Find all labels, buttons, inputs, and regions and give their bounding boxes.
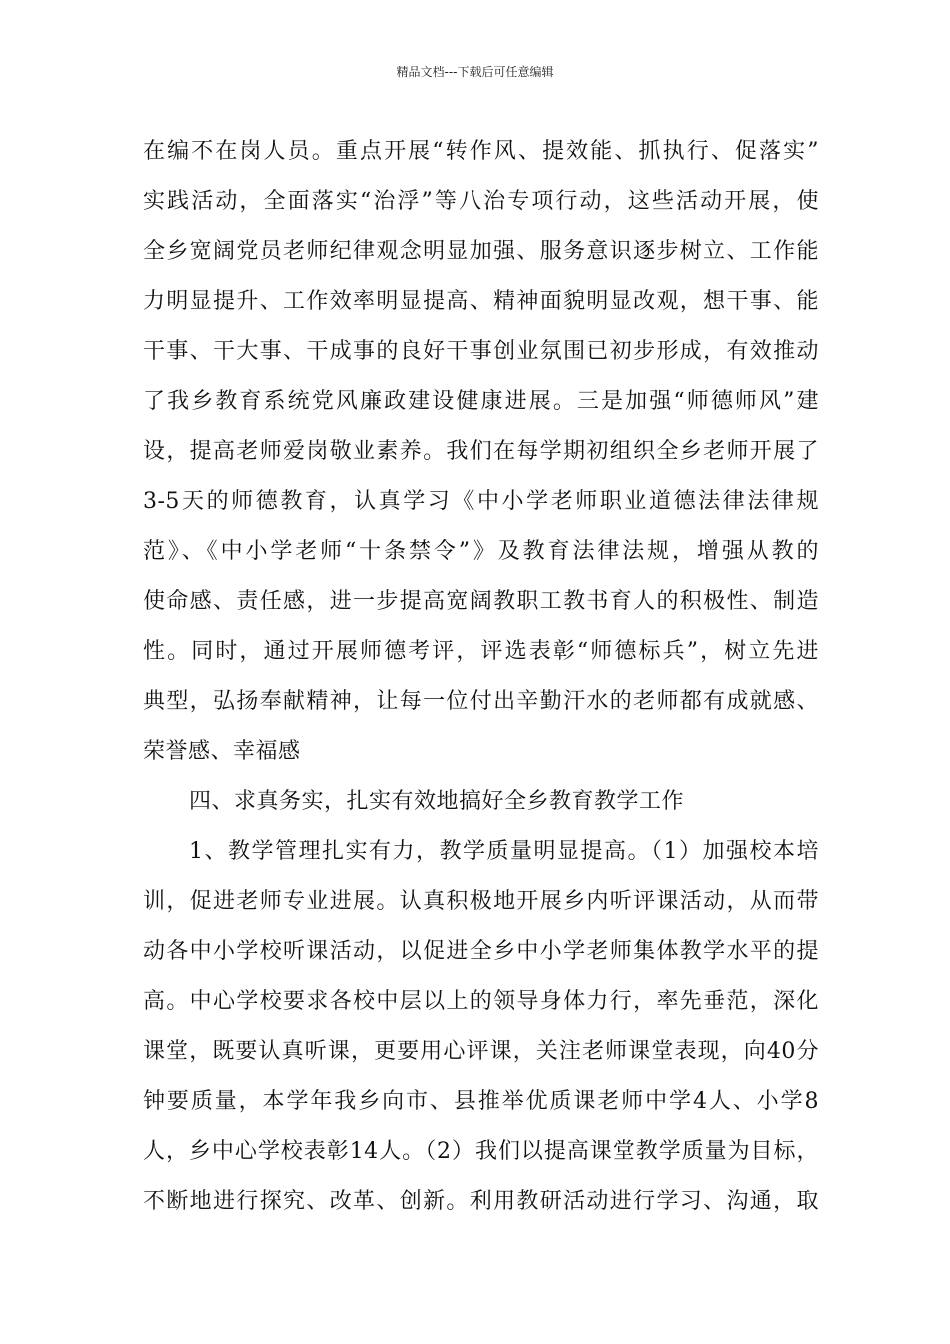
paragraph-line: 性。同时，通过开展师德考评，评选表彰“师德标兵”，树立先进: [143, 639, 819, 664]
paragraph-line: 范》、《中小学老师“十条禁令”》及教育法律法规，增强从教的: [143, 539, 819, 564]
paragraph-line: 使命感、责任感，进一步提高宽阔教职工教书育人的积极性、制造: [143, 589, 819, 614]
paragraph-line: 3-5天的师德教育，认真学习《中小学老师职业道德法律法律规: [143, 489, 819, 514]
paragraph-line: 不断地进行探究、改革、创新。利用教研活动进行学习、沟通，取: [143, 1189, 819, 1214]
paragraph-line: 实践活动，全面落实“治浮”等八治专项行动，这些活动开展，使: [143, 189, 819, 214]
paragraph-line: 干事、干大事、干成事的良好干事创业氛围已初步形成，有效推动: [143, 339, 819, 364]
paragraph-line: 全乡宽阔党员老师纪律观念明显加强、服务意识逐步树立、工作能: [143, 239, 819, 264]
paragraph-line: 1、教学管理扎实有力，教学质量明显提高。（1）加强校本培: [189, 839, 819, 864]
page-header: 精品文档---下载后可任意编辑: [396, 65, 554, 79]
paragraph-line: 动各中小学校听课活动，以促进全乡中小学老师集体教学水平的提: [143, 939, 819, 964]
paragraph-line: 高。中心学校要求各校中层以上的领导身体力行，率先垂范，深化: [143, 989, 819, 1014]
paragraph-line: 在编不在岗人员。重点开展“转作风、提效能、抓执行、促落实”: [143, 139, 819, 164]
document-body: [143, 127, 819, 1227]
paragraph-line: 课堂，既要认真听课，更要用心评课，关注老师课堂表现，向40分: [143, 1039, 819, 1064]
paragraph-line: 训，促进老师专业进展。认真积极地开展乡内听评课活动，从而带: [143, 889, 819, 914]
paragraph-line: 设，提高老师爱岗敬业素养。我们在每学期初组织全乡老师开展了: [143, 439, 819, 464]
paragraph-line: 了我乡教育系统党风廉政建设健康进展。三是加强“师德师风”建: [143, 389, 819, 414]
paragraph-line: 力明显提升、工作效率明显提高、精神面貌明显改观，想干事、能: [143, 289, 819, 314]
paragraph-line: 荣誉感、幸福感: [143, 739, 301, 764]
section-heading: 四、求真务实，扎实有效地搞好全乡教育教学工作: [189, 789, 685, 814]
paragraph-line: 人，乡中心学校表彰14人。（2）我们以提高课堂教学质量为目标，: [143, 1139, 819, 1164]
paragraph-line: 钟要质量，本学年我乡向市、县推举优质课老师中学4人、小学8: [143, 1089, 819, 1114]
paragraph-line: 典型，弘扬奉献精神，让每一位付出辛勤汗水的老师都有成就感、: [143, 689, 819, 714]
